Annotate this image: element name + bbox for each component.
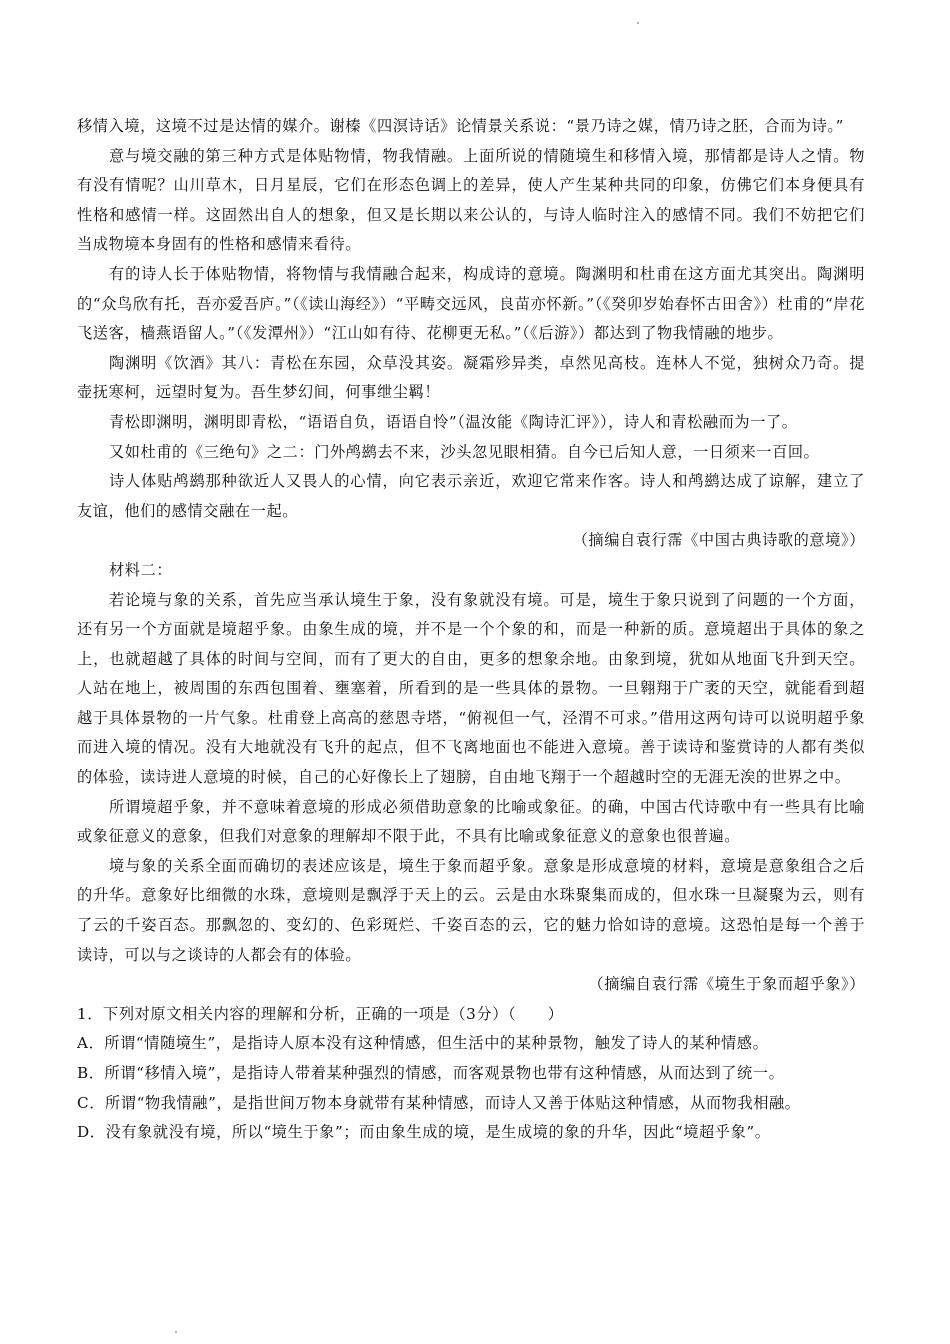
page-mark-bottom bbox=[175, 1331, 177, 1333]
page-mark-top bbox=[637, 22, 639, 24]
option-b[interactable]: B．所谓“移情入境”，是指诗人带着某种强烈的情感，而客观景物也带有这种情感，从而达到了统一。 bbox=[77, 1064, 785, 1082]
poem-quote: 又如杜甫的《三绝句》之二：门外鸬鹚去不来，沙头忽见眼相猜。自今已后知人意，一日须来一百回。 bbox=[109, 442, 820, 461]
paragraph: 有的诗人长于体贴物情，将物情与我情融合起来，构成诗的意境。陶渊明和杜甫在这方面尤其突出。陶渊明的“众鸟欣有托，吾亦爱吾庐。”（《读山海经》）“平畴交远风，良苗亦怀新。”（《癸卯岁始春怀古田舍》）杜甫的“岸花飞送客，樯燕语留人。”（《发潭州》）“江山如有待、花柳更无私。”（《后游》）都达到了物我情融的地步。 bbox=[77, 264, 865, 343]
paragraph: 意与境交融的第三种方式是体贴物情，物我情融。上面所说的情随境生和移情入境，那情都是诗人之情。物有没有情呢？山川草木，日月星辰，它们在形态色调上的差异，使人产生某种共同的印象，仿佛它们本身便具有性格和感情一样。这固然出自人的想象，但又是长期以来公认的，与诗人临时注入的感情不同。我们不妨把它们当成物境本身固有的性格和感情来看待。 bbox=[77, 146, 865, 254]
option-d[interactable]: D．没有象就没有境，所以“境生于象”；而由象生成的境，是生成境的象的升华，因此“境超乎象”。 bbox=[77, 1123, 771, 1142]
paragraph-continuation: 移情入境，这境不过是达情的媒介。谢榛《四溟诗话》论情景关系说：“景乃诗之媒，情乃诗之胚，合而为诗。” bbox=[77, 117, 844, 135]
source-attribution: （摘编自袁行霈《境生于象而超乎象》） bbox=[588, 975, 865, 994]
document-page bbox=[77, 112, 865, 1148]
source-attribution: （摘编自袁行霈《中国古典诗歌的意境》） bbox=[572, 531, 865, 550]
paragraph: 青松即渊明，渊明即青松，“语语自负，语语自怜”（温汝能《陶诗汇评》），诗人和青松融而为一了。 bbox=[109, 412, 798, 431]
option-a[interactable]: A．所谓“情随境生”，是指诗人原本没有这种情感，但生活中的某种景物，触发了诗人的某种情感。 bbox=[77, 1034, 769, 1053]
paragraph: 若论境与象的关系，首先应当承认境生于象，没有象就没有境。可是，境生于象只说到了问题的一个方面，还有另一个方面就是境超乎象。由象生成的境，并不是一个个象的和，而是一种新的质。意境超出于具体的象之上，也就超越了具体的时间与空间，而有了更大的自由，更多的想象余地。由象到境，犹如从地面飞升到天空。人站在地上，被周围的东西包围着、壅塞着，所看到的是一些具体的景物。一旦翱翔于广袤的天空，就能看到超越于具体景物的一片气象。杜甫登上高高的慈恩寺塔，“俯视但一气，泾渭不可求。”借用这两句诗可以说明超乎象而进入境的情况。没有大地就没有飞升的起点，但不飞离地面也不能进入意境。善于读诗和鉴赏诗的人都有类似的体验，读诗进人意境的时候，自己的心好像长上了翅膀，自由地飞翔于一个超越时空的无涯无涘的世界之中。 bbox=[77, 590, 865, 787]
poem-quote: 陶渊明《饮酒》其八：青松在东园，众草没其姿。凝霜殄异类，卓然见高枝。连林人不觉，独树众乃奇。提壶抚寒柯，远望时复为。吾生梦幻间，何事绁尘羁！ bbox=[77, 353, 865, 402]
paragraph: 所谓境超乎象，并不意味着意境的形成必须借助意象的比喻或象征。的确，中国古代诗歌中有一些具有比喻或象征意义的意象，但我们对意象的理解却不限于此，不具有比喻或象征意义的意象也很普遍。 bbox=[77, 797, 865, 846]
question-stem: 1．下列对原文相关内容的理解和分析，正确的一项是（3分）（ ） bbox=[77, 1004, 564, 1023]
paragraph: 境与象的关系全面而确切的表述应该是，境生于象而超乎象。意象是形成意境的材料，意境是意象组合之后的升华。意象好比细微的水珠，意境则是飘浮于天上的云。云是由水珠聚集而成的，但水珠一旦凝聚为云，则有了云的千姿百态。那飘忽的、变幻的、色彩斑烂、千姿百态的云，它的魅力恰如诗的意境。这恐怕是每一个善于读诗，可以与之谈诗的人都会有的体验。 bbox=[77, 856, 865, 964]
option-c[interactable]: C．所谓“物我情融”，是指世间万物本身就带有某种情感，而诗人又善于体贴这种情感，从而物我相融。 bbox=[77, 1093, 801, 1112]
material-label: 材料二： bbox=[109, 560, 173, 579]
paragraph: 诗人体贴鸬鹚那种欲近人又畏人的心情，向它表示亲近，欢迎它常来作客。诗人和鸬鹚达成了谅解，建立了友谊，他们的感情交融在一起。 bbox=[77, 472, 865, 520]
